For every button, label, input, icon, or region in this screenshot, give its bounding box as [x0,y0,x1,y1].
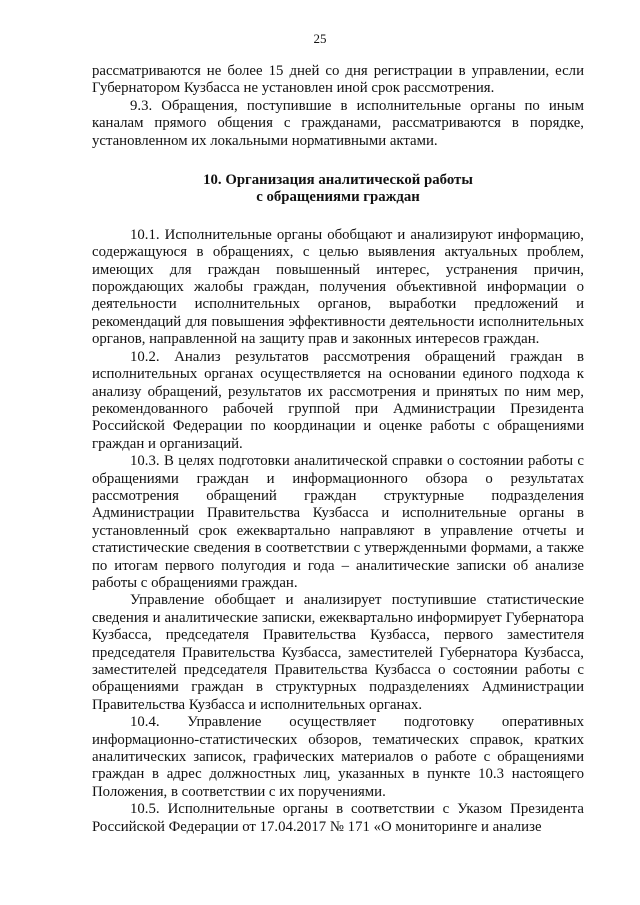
document-body [92,63,584,836]
page-number: 25 [313,31,327,46]
paragraph-10-3-continued: Управление обобщает и анализирует поступившие статистические сведения и аналитические записки, ежеквартально информирует Губернатора Кузбасса, председателя Правительства Кузбасса, первого заместителя председателя Правительства Кузбасса, заместителей Губернатора Кузбасса, заместителей председателя Правительства Кузбасса о состоянии работы с обращениями граждан в структурных подразделениях Администрации Правительства Кузбасса и исполнительных органах. [92,592,584,713]
paragraph-10-1: 10.1. Исполнительные органы обобщают и анализируют информацию, содержащуюся в обращениях, с целью выявления актуальных проблем, имеющих для граждан повышенный интерес, устранения причин, порождающих жалобы граждан, получения объективной информации о деятельности исполнительных органов, выработки предложений и рекомендаций для повышения эффективности деятельности исполнительных органов, направленной на защиту прав и законных интересов граждан. [92,226,584,348]
paragraph-10-4: 10.4. Управление осуществляет подготовку оперативных информационно-статистических обзоров, тематических справок, кратких аналитических записок, графических материалов о работе с обращениями граждан в адрес должностных лиц, указанных в пункте 10.3 настоящего Положения, в соответствии с их поручениями. [92,714,584,800]
paragraph-10-5: 10.5. Исполнительные органы в соответствии с Указом Президента Российской Федерации от 17.04.2017 № 171 «О мониторинге и анализе [92,801,584,835]
paragraph-10-2: 10.2. Анализ результатов рассмотрения обращений граждан в исполнительных органах осуществляется на основании единого подхода к анализу обращений, результатов их рассмотрения и принятых по ним мер, рекомендованного рабочей группой при Администрации Президента Российской Федерации по координации и оценке работы с обращениями граждан и организаций. [92,348,584,452]
section-title-line-1: 10. Организация аналитической работы [203,172,473,189]
paragraph-9-3: 9.3. Обращения, поступившие в исполнительные органы по иным каналам прямого общения с гражданами, рассматриваются в порядке, установленном их локальными нормативными актами. [92,97,584,149]
section-title-line-2: с обращениями граждан [256,189,420,206]
paragraph-10-3: 10.3. В целях подготовки аналитической справки о состоянии работы с обращениями граждан и информационного обзора о результатах рассмотрения обращений граждан структурные подразделения Администрации Правительства Кузбасса и исполнительные органы в установленный срок ежеквартально направляют в управление отчеты и статистические сведения в соответствии с утвержденными формами, а также по итогам первого полугодия и года – аналитические записки об анализе работы с обращениями граждан. [92,453,584,591]
paragraph-continuation: рассматриваются не более 15 дней со дня регистрации в управлении, если Губернатором Кузбасса не установлен иной срок рассмотрения. [92,63,584,97]
section-heading [92,172,584,207]
